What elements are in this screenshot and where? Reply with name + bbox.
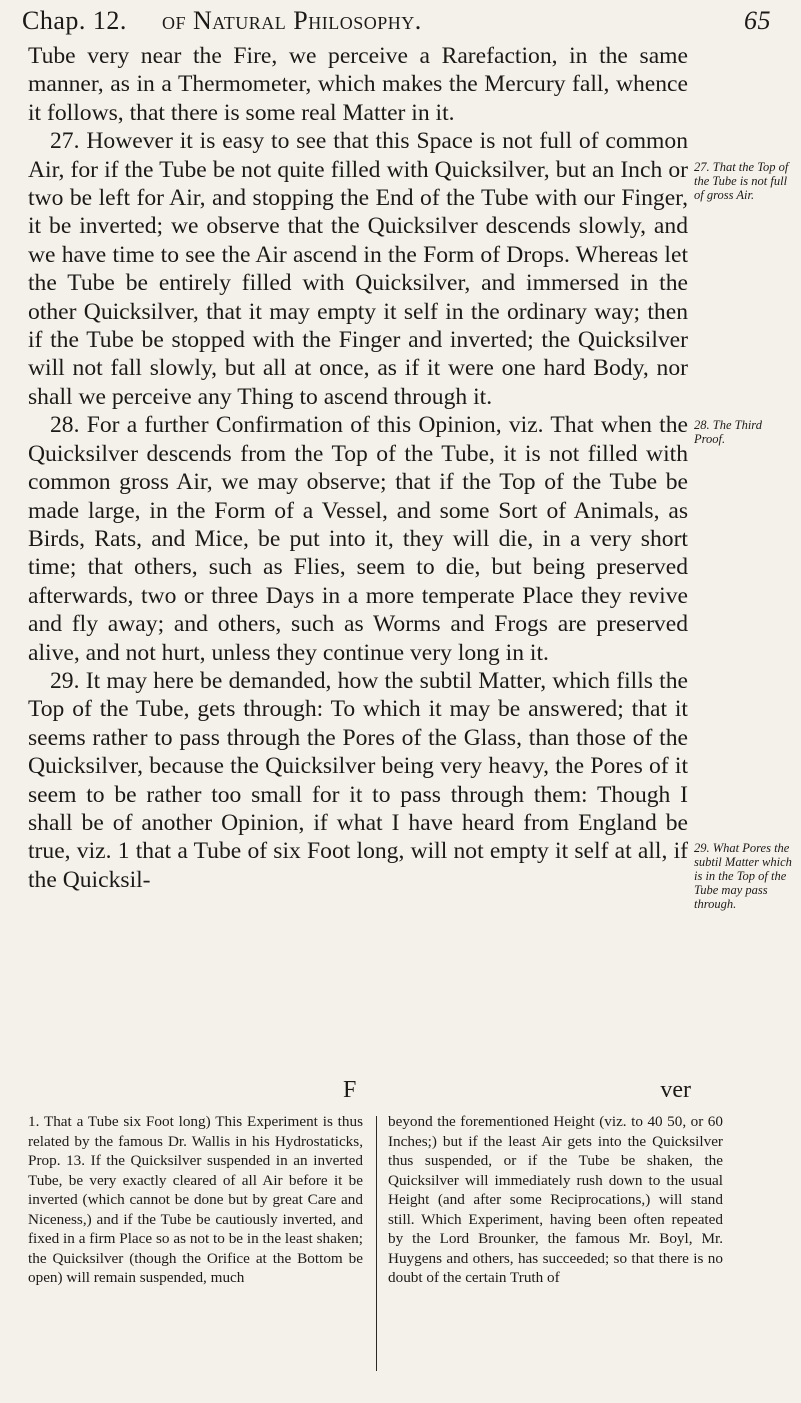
margin-note-28: 28. The Third Proof. [694, 418, 762, 446]
paragraph-28: 28. For a further Confirmation of this Opinion, viz. That when the Quicksilver descends from the Top of the Tube, it is not filled with common gross Air, we may observe; that if the Top of the Tube be made large, in the Form of a Vessel, and some Sort of Animals, as Birds, Rats, and Mice, be put into it, they will die, in a very short time; that others, such as Flies, seem to die, but being preserved afterwards, two or three Days in a more temperate Place they revive and fly away; and others, such as Worms and Frogs are preserved alive, and not hurt, unless they continue very long in it. [28, 412, 688, 666]
main-text [28, 42, 688, 894]
chapter-label: Chap. 12. [22, 6, 127, 35]
margin-note-29: 29. What Pores the subtil Matter which is in the Top of the Tube may pass through. [694, 841, 792, 911]
margin-note-27: 27. That the Top of the Tube is not full of gross Air. [694, 160, 789, 202]
paragraph-29: 29. It may here be demanded, how the subtil Matter, which fills the Top of the Tube, gets through: To which it may be answered; that it seems rather to pass through the Pores of the Glass, than those of the Quicksilver, because the Quicksilver being very heavy, the Pores of it seem to be rather too small for it to pass through them: Though I shall be of another Opinion, if what I have heard from England be true, viz. 1 that a Tube of six Foot long, will not empty it self at all, if the Quicksil- [28, 667, 688, 893]
page-number: 65 [744, 6, 771, 35]
column-divider [376, 1116, 377, 1371]
signature-mark: F [343, 1077, 357, 1103]
paragraph-continuation: Tube very near the Fire, we perceive a Rarefaction, in the same manner, as in a Thermometer, which makes the Mercury fall, whence it follows, that there is some real Matter in it. [28, 43, 688, 126]
running-title: of Natural Philosophy. [162, 6, 422, 35]
paragraph-27: 27. However it is easy to see that this Space is not full of common Air, for if the Tube be not quite filled with Quicksilver, but an Inch or two be left for Air, and stopping the End of the Tube with our Finger, it be inverted; we observe that the Quicksilver descends slowly, and we have time to see the Air ascend in the Form of Drops. Whereas let the Tube be entirely filled with Quicksilver, and immersed in the other Quicksilver, that it may empty it self in the ordinary way; then if the Tube be stopped with the Finger and inverted; the Quicksilver will not fall slowly, but all at once, as if it were one hard Body, nor shall we perceive any Thing to ascend through it. [28, 128, 688, 410]
running-header [22, 6, 771, 40]
catchword: ver [660, 1077, 691, 1103]
footnote-column-left: 1. That a Tube six Foot long) This Experiment is thus related by the famous Dr. Wallis in his Hydrostaticks, Prop. 13. If the Quicksilver suspended in an inverted Tube, be very exactly cleared of all Air before it be inverted (which cannot be done but by great Care and Niceness,) and if the Tube be cautiously inverted, and fixed in a firm Place so as not to be in the least shaken; the Quicksilver (though the Orifice at the Bottom be open) will remain suspended, much [28, 1113, 363, 1286]
footnote-column-right: beyond the forementioned Height (viz. to 40 50, or 60 Inches;) but if the least Air gets into the Quicksilver thus suspended, or if the Tube be shaken, the Quicksilver will immediately rush down to the usual Height (and after some Reciprocations,) will stand still. Which Experiment, having been often repeated by the Lord Brounker, the famous Mr. Boyl, Mr. Huygens and others, has succeeded; so that there is no doubt of the certain Truth of [388, 1113, 723, 1286]
